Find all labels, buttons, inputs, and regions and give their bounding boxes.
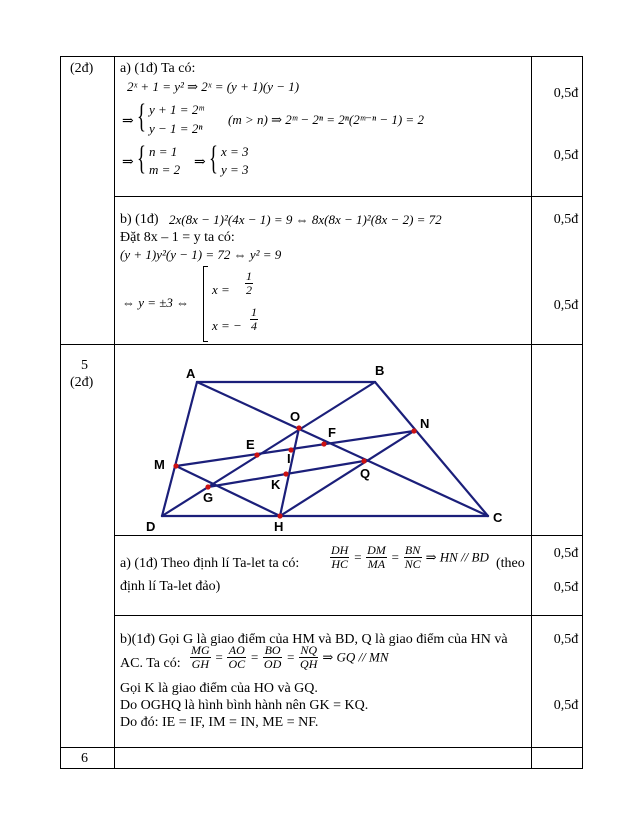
r4a-sys3-l2: y = 3 xyxy=(221,162,249,177)
r5b-result: ⇒ GQ // MN xyxy=(322,649,389,665)
point-m xyxy=(173,463,178,468)
r5a-text2: (theo xyxy=(496,556,525,571)
row5-number: 5 xyxy=(81,358,88,373)
r4a-sys1-implies: ⇒ xyxy=(122,114,134,129)
label-a: A xyxy=(186,366,196,381)
r5a-score1: 0,5đ xyxy=(553,546,579,561)
r5a-ratio-chain xyxy=(330,544,489,578)
r5b-line4: Do OGHQ là hình bình hành nên GK = KQ. xyxy=(120,698,369,713)
r4a-sys1-rest: (m > n) ⇒ 2ᵐ − 2ⁿ = 2ⁿ(2ᵐ⁻ⁿ − 1) = 2 xyxy=(228,112,424,127)
label-d: D xyxy=(146,519,156,534)
r5a-score2: 0,5đ xyxy=(553,580,579,595)
r4a-brace1: { xyxy=(137,98,146,135)
r4b-x1-den: 2 xyxy=(246,283,252,297)
label-f: F xyxy=(328,425,336,440)
r5b-f1-den: GH xyxy=(191,657,209,671)
label-q: Q xyxy=(360,466,371,481)
point-e xyxy=(254,452,259,457)
row5-points: (2đ) xyxy=(70,375,94,390)
r5b-f2-num: AO xyxy=(228,643,245,657)
side-da xyxy=(162,382,197,516)
r5a-f3-den: NC xyxy=(404,557,421,571)
r4a-sys2-implies: ⇒ xyxy=(122,155,134,170)
r4a-sys2-mid: ⇒ xyxy=(194,155,206,170)
r5b-f4-num: NQ xyxy=(300,643,318,657)
r4a-eq1: 2ˣ + 1 = y² ⇒ 2ˣ = (y + 1)(y − 1) xyxy=(127,79,300,94)
r5b-line3: Gọi K là giao điểm của HO và GQ. xyxy=(120,681,318,696)
r5a-f2-num: DM xyxy=(367,543,386,557)
r4b-eq3-left: ⇔ y = ±3 ⇔ xyxy=(122,295,190,310)
r4b-eq2: (y + 1)y²(y − 1) = 72 ⇔ y² = 9 xyxy=(120,247,282,262)
label-n: N xyxy=(420,416,430,431)
point-h xyxy=(277,513,282,518)
r5a-f3-num: BN xyxy=(404,543,421,557)
r5a-frac2 xyxy=(366,544,387,571)
row4-points: (2đ) xyxy=(70,61,94,76)
r5a-eq2: = xyxy=(390,549,400,565)
r4b-x1-lhs: x = xyxy=(212,282,230,297)
r4b-x2-lhs: x = − xyxy=(212,318,242,333)
r5a-f2-den: MA xyxy=(367,557,386,571)
point-q xyxy=(361,458,366,463)
r5b-f3-den: OD xyxy=(263,657,282,671)
r4a-score1: 0,5đ xyxy=(553,86,579,101)
r5b-f2-den: OC xyxy=(228,657,246,671)
label-b: B xyxy=(375,363,385,378)
r5b-line2-prefix: AC. Ta có: xyxy=(120,656,181,671)
r4b-eq1: 2x(8x − 1)²(4x − 1) = 9 ⇔ 8x(8x − 1)²(8x − 2) = 72 xyxy=(169,212,442,227)
r5a-eq1: = xyxy=(353,549,363,565)
r4a-brace3: { xyxy=(209,140,218,177)
label-i: I xyxy=(287,451,291,466)
label-g: G xyxy=(203,490,214,505)
r5b-score1: 0,5đ xyxy=(553,632,579,647)
r4b-line2: Đặt 8x – 1 = y ta có: xyxy=(120,230,235,245)
label-m: M xyxy=(154,457,165,472)
r4a-label: a) (1đ) Ta có: xyxy=(120,61,196,76)
r5b-f4-den: QH xyxy=(300,657,318,671)
r5b-frac2 xyxy=(227,644,246,671)
r4b-x1-num: 1 xyxy=(246,269,252,283)
label-e: E xyxy=(246,437,255,452)
r4a-sys2-l1: n = 1 xyxy=(149,144,178,159)
label-c: C xyxy=(493,510,503,525)
point-n xyxy=(411,428,416,433)
label-o: O xyxy=(290,409,301,424)
r5b-eq2: = xyxy=(250,649,259,665)
r5a-text1: a) (1đ) Theo định lí Ta-let ta có: xyxy=(120,556,300,571)
r5b-eq3: = xyxy=(286,649,296,665)
r5b-frac1 xyxy=(190,644,211,671)
row6-number: 6 xyxy=(81,751,88,766)
r4b-score2: 0,5đ xyxy=(553,298,579,313)
r5a-result: ⇒ HN // BD xyxy=(425,549,489,565)
r4b-label: b) (1đ) xyxy=(120,212,159,227)
r4a-sys3-l1: x = 3 xyxy=(221,144,249,159)
r5b-frac3 xyxy=(263,644,282,671)
r5b-score2: 0,5đ xyxy=(553,698,579,713)
point-o xyxy=(296,425,301,430)
r4b-score1: 0,5đ xyxy=(553,212,579,227)
point-k xyxy=(283,471,288,476)
r5a-f1-num: DH xyxy=(331,543,349,557)
r4a-sys2-l2: m = 2 xyxy=(149,162,181,177)
r4a-score2: 0,5đ xyxy=(553,148,579,163)
r5a-text3: định lí Ta-let đảo) xyxy=(120,579,221,594)
r5b-eq1: = xyxy=(214,649,224,665)
r5b-f3-num: BO xyxy=(264,643,281,657)
r5a-frac3 xyxy=(404,544,422,571)
point-g xyxy=(205,484,210,489)
label-h: H xyxy=(274,519,284,534)
point-f xyxy=(321,441,326,446)
r5a-frac1 xyxy=(330,544,349,571)
r5b-f1-num: MG xyxy=(191,643,210,657)
r4a-sys1-l1: y + 1 = 2ᵐ xyxy=(149,102,204,117)
r4a-sys1-l2: y − 1 = 2ⁿ xyxy=(149,121,203,136)
r5b-frac4 xyxy=(299,644,318,671)
r5b-line5: Do đó: IE = IF, IM = IN, ME = NF. xyxy=(120,715,319,730)
r4a-brace2: { xyxy=(137,140,146,177)
label-k: K xyxy=(271,477,281,492)
r5b-line1: b)(1đ) Gọi G là giao điểm của HM và BD, Q là giao điểm của HN và xyxy=(120,632,508,647)
r4b-x2-den: 4 xyxy=(251,319,257,333)
side-bc xyxy=(375,382,488,516)
r5a-f1-den: HC xyxy=(331,557,348,571)
r4b-x2-num: 1 xyxy=(251,305,257,319)
r5b-ratio-chain xyxy=(190,644,389,678)
